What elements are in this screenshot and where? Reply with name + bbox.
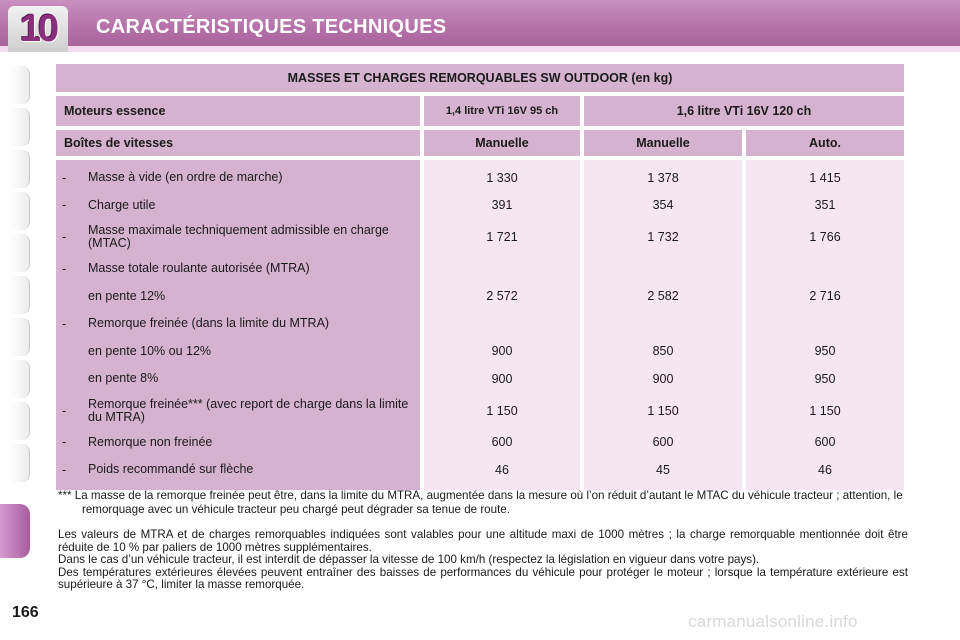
table-cell: 1 732: [647, 230, 679, 244]
chapter-tab-strip: [0, 66, 30, 566]
engine-a: 1,4 litre VTi 16V 95 ch: [424, 96, 580, 126]
table-body: [56, 160, 904, 490]
note-paragraph: Dans le cas d’un véhicule tracteur, il est interdit de dépasser la vitesse de 100 km/h (respectez la législation en vigueur dans votre pays).: [58, 553, 760, 567]
page-number: 166: [12, 604, 39, 621]
chapter-tab[interactable]: [10, 360, 30, 398]
table-row: - Masse maximale techniquement admissible en charge (MTAC): [62, 223, 389, 250]
table-cell: 1 766: [809, 230, 841, 244]
table-cell: 391: [491, 198, 513, 213]
value-column-c: [746, 160, 904, 490]
table-row: en pente 10% ou 12%: [88, 343, 212, 358]
table-cell: 600: [491, 435, 513, 450]
note-paragraph: Les valeurs de MTRA et de charges remorquables indiquées sont valables pour une altitude maxi de 1000 mètres ; la charge remorquable mentionnée doit être réduite de 10 % par paliers de 1000 mètres supplémentaires.: [58, 528, 908, 554]
table-cell: [746, 310, 904, 338]
table-row: - Remorque freinée*** (avec report de charge dans la limite du MTRA): [62, 396, 409, 424]
table-cell: 46: [818, 462, 832, 477]
table-cell: 600: [652, 435, 674, 450]
chapter-tab[interactable]: [10, 66, 30, 104]
footnote: *** La masse de la remorque freinée peut être, dans la limite du MTRA, augmentée dans la mesure où l’on réduit d’autant le MTAC du véhicule tracteur ; attention, le remorquage avec un véhicule tracteur peu chargé peut dégrader sa tenue de route.: [58, 489, 903, 516]
table-cell: [584, 255, 742, 283]
table-row: - Masse totale roulante autorisée (MTRA): [62, 261, 310, 276]
chapter-tab[interactable]: [10, 318, 30, 356]
value-column-b: [584, 160, 742, 490]
chapter-tab[interactable]: [10, 150, 30, 188]
chapter-number: 10: [19, 7, 57, 50]
table-row: - Remorque non freinée: [62, 434, 213, 450]
table-cell: 1 150: [647, 403, 679, 418]
notes: [58, 529, 908, 592]
gearbox-header-row: [56, 130, 904, 156]
chapter-tab[interactable]: [10, 444, 30, 482]
chapter-tab[interactable]: [10, 276, 30, 314]
table-cell: 950: [814, 344, 836, 359]
table-cell: 900: [652, 371, 674, 386]
table-cell: 850: [652, 344, 674, 359]
table-cell: 351: [814, 198, 836, 213]
towing-mass-table: [56, 64, 904, 490]
label-column: [56, 160, 420, 490]
chapter-badge: [8, 6, 68, 52]
table-cell: 2 572: [486, 289, 518, 304]
table-row: - Remorque freinée (dans la limite du MTRA): [62, 316, 330, 331]
engine-bc: 1,6 litre VTi 16V 120 ch: [584, 96, 904, 126]
table-row: - Masse à vide (en ordre de marche): [62, 170, 283, 185]
table-cell: [424, 310, 580, 338]
table-cell: 950: [814, 371, 836, 386]
table-cell: 1 415: [809, 170, 841, 185]
chapter-tab-active[interactable]: [0, 504, 30, 558]
table-row: - Charge utile: [62, 197, 156, 213]
chapter-title: CARACTÉRISTIQUES TECHNIQUES: [96, 16, 447, 38]
chapter-tab[interactable]: [10, 192, 30, 230]
table-cell: 2 716: [809, 289, 841, 304]
engine-header-row: [56, 96, 904, 126]
table-cell: 1 330: [486, 170, 518, 185]
table-cell: 2 582: [647, 289, 679, 304]
gearbox-c: Auto.: [746, 130, 904, 156]
table-cell: 45: [656, 462, 670, 477]
table-cell: 900: [491, 344, 513, 359]
chapter-tab[interactable]: [10, 234, 30, 272]
table-cell: [424, 255, 580, 283]
table-cell: 46: [495, 462, 509, 477]
chapter-tab[interactable]: [10, 108, 30, 146]
table-cell: [746, 255, 904, 283]
table-row: en pente 12%: [88, 288, 166, 303]
watermark: carmanualsonline.info: [688, 612, 858, 631]
gearbox-b: Manuelle: [584, 130, 742, 156]
table-cell: 900: [491, 371, 513, 386]
table-cell: 354: [652, 198, 674, 213]
table-row: en pente 8%: [88, 371, 159, 386]
table-cell: 1 150: [809, 403, 841, 418]
engine-label: Moteurs essence: [56, 96, 420, 126]
gearbox-a: Manuelle: [424, 130, 580, 156]
value-column-a: [424, 160, 580, 490]
gearbox-label: Boîtes de vitesses: [56, 130, 420, 156]
header-stripe: [0, 46, 960, 52]
table-cell: 1 378: [647, 170, 679, 185]
note-paragraph: Des températures extérieures élevées peuvent entraîner des baisses de performances du véhicule pour protéger le moteur ; lorsque la température extérieure est supérieure à 37 °C, limiter la masse remorquée.: [58, 565, 908, 592]
table-cell: 1 150: [486, 403, 518, 418]
table-cell: 600: [814, 435, 836, 450]
table-caption: MASSES ET CHARGES REMORQUABLES SW OUTDOOR (en kg): [56, 64, 904, 92]
table-cell: 1 721: [486, 230, 518, 244]
table-cell: [584, 310, 742, 338]
chapter-tab[interactable]: [10, 402, 30, 440]
table-row: - Poids recommandé sur flèche: [62, 462, 254, 477]
